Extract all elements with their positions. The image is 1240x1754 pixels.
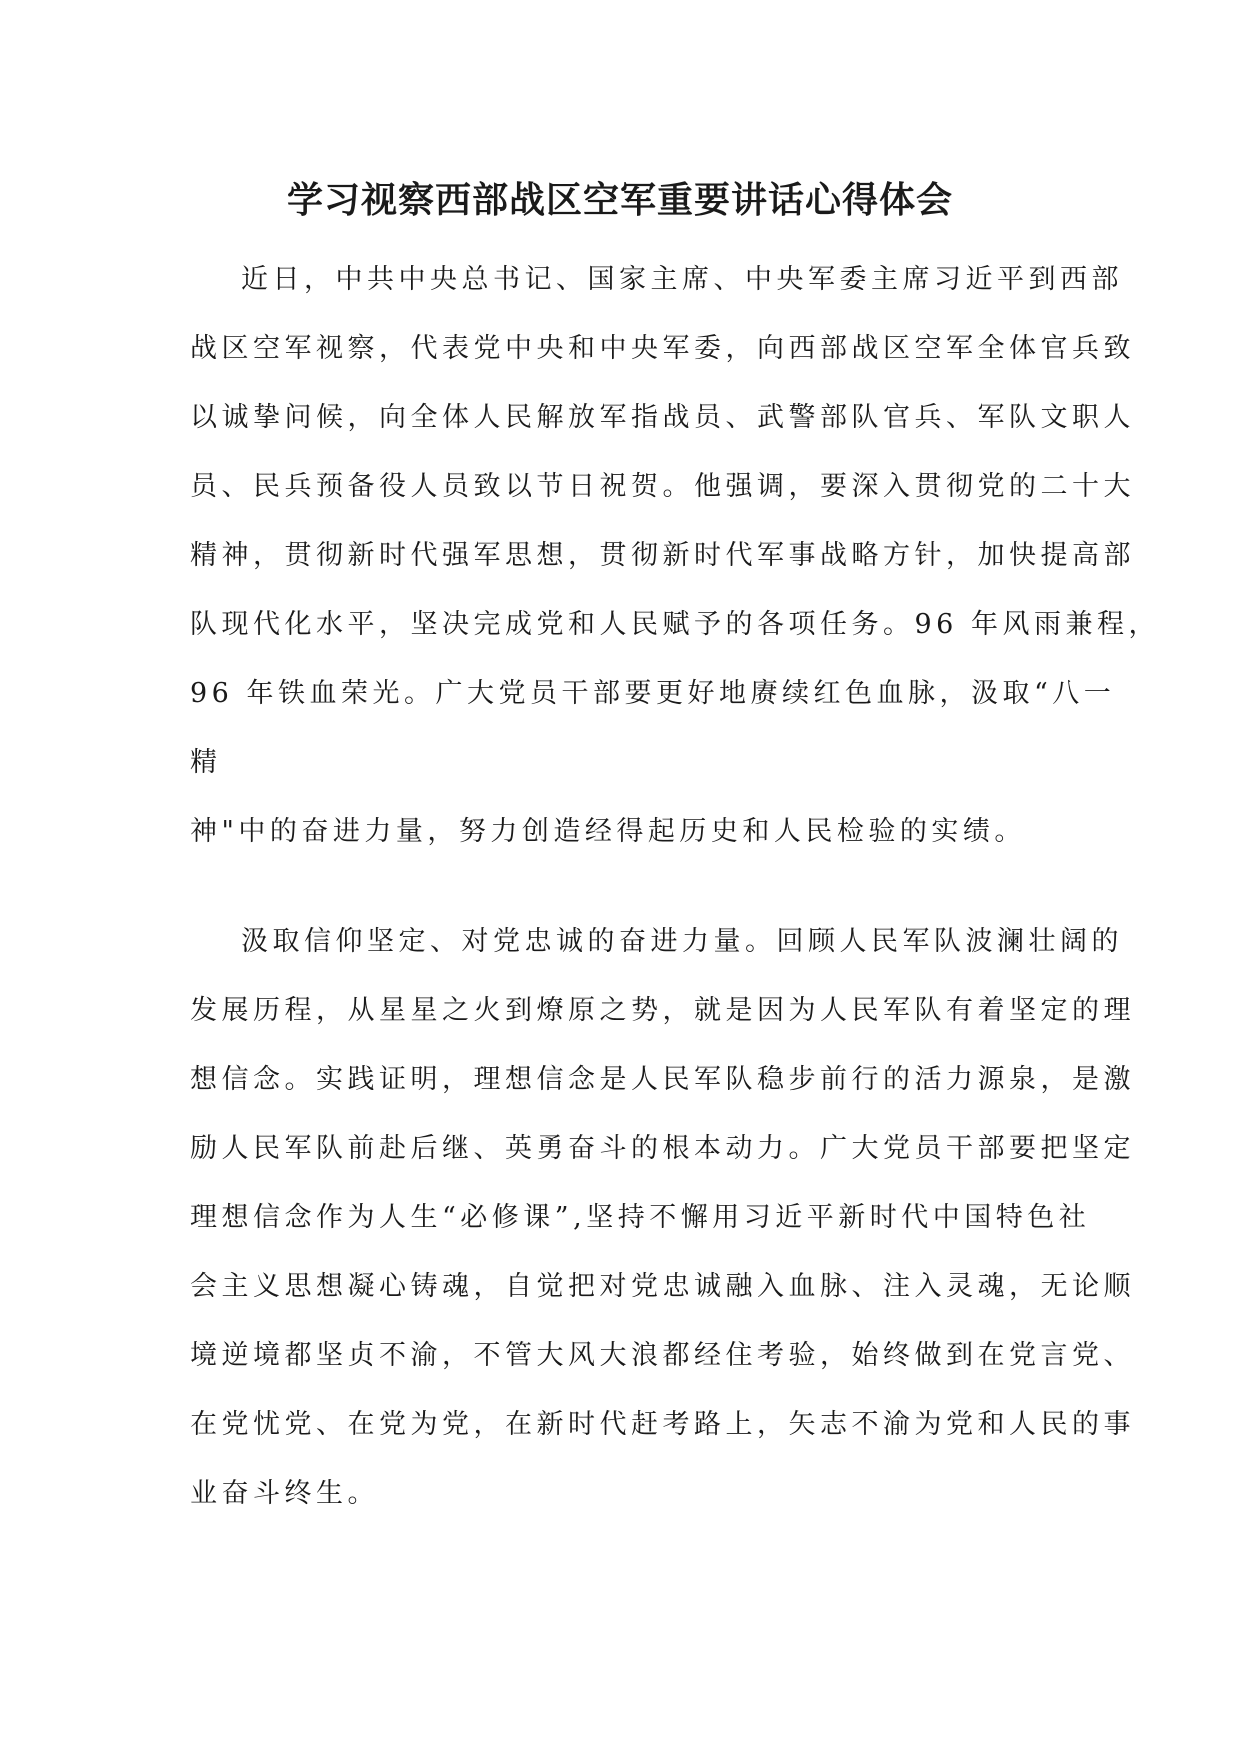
paragraph-line: 96 年铁血荣光。广大党员干部要更好地赓续红色血脉，汲取“八一 xyxy=(190,678,1116,709)
paragraph-line: 励人民军队前赴后继、英勇奋斗的根本动力。广大党员干部要把坚定 xyxy=(190,1133,1135,1164)
paragraph-line: 以诚挚问候，向全体人民解放军指战员、武警部队官兵、军队文职人 xyxy=(190,402,1135,433)
paragraph-line: 理想信念作为人生“必修课”,坚持不懈用习近平新时代中国特色社 xyxy=(190,1202,1091,1233)
paragraph-line: 会主义思想凝心铸魂，自觉把对党忠诚融入血脉、注入灵魂，无论顺 xyxy=(190,1271,1135,1302)
paragraph-line: 想信念。实践证明，理想信念是人民军队稳步前行的活力源泉，是激 xyxy=(190,1064,1135,1095)
paragraph-line: 境逆境都坚贞不渝，不管大风大浪都经住考验，始终做到在党言党、 xyxy=(190,1340,1135,1371)
paragraph-line: 战区空军视察，代表党中央和中央军委，向西部战区空军全体官兵致 xyxy=(190,333,1135,364)
paragraph-line: 发展历程，从星星之火到燎原之势，就是因为人民军队有着坚定的理 xyxy=(190,995,1135,1026)
document-title: 学习视察西部战区空军重要讲话心得体会 xyxy=(286,179,953,221)
paragraph-line: 精 xyxy=(190,747,222,778)
paragraph-line: 业奋斗终生。 xyxy=(190,1478,379,1509)
paragraph-line: 汲取信仰坚定、对党忠诚的奋进力量。回顾人民军队波澜壮阔的 xyxy=(241,926,1123,957)
paragraph-line: 近日，中共中央总书记、国家主席、中央军委主席习近平到西部 xyxy=(241,264,1123,295)
paragraph-line: 神"中的奋进力量，努力创造经得起历史和人民检验的实绩。 xyxy=(190,816,1026,847)
paragraph-line: 精神，贯彻新时代强军思想，贯彻新时代军事战略方针，加快提高部 xyxy=(190,540,1135,571)
paragraph-line: 在党忧党、在党为党，在新时代赶考路上，矢志不渝为党和人民的事 xyxy=(190,1409,1135,1440)
paragraph-line: 员、民兵预备役人员致以节日祝贺。他强调，要深入贯彻党的二十大 xyxy=(190,471,1135,502)
paragraph-line: 队现代化水平，坚决完成党和人民赋予的各项任务。96 年风雨兼程， xyxy=(190,609,1160,640)
